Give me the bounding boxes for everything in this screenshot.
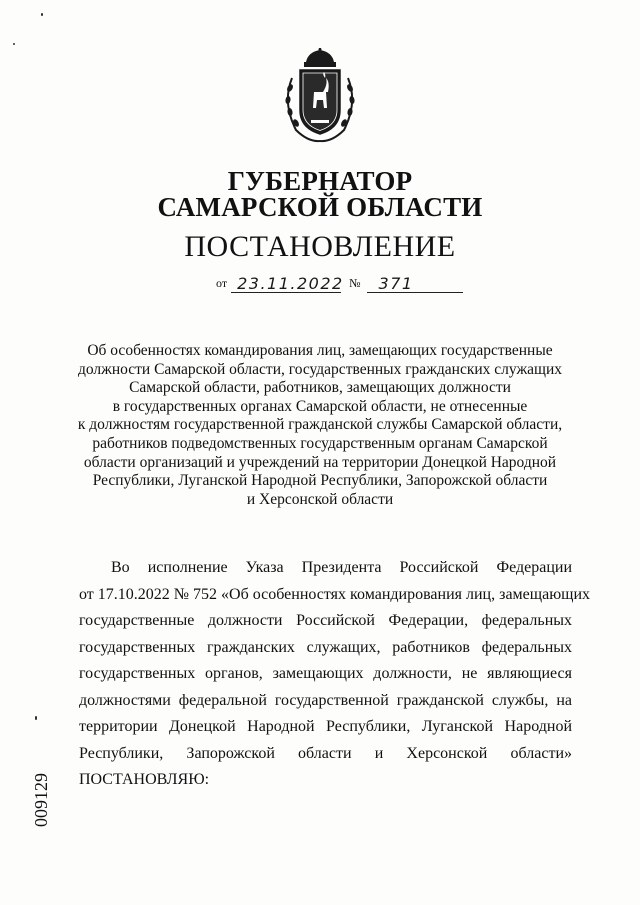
- title-line: и Херсонской области: [246, 490, 394, 508]
- document-type: ПОСТАНОВЛЕНИЕ: [184, 230, 456, 263]
- date-number-line: [216, 276, 463, 293]
- resolution-keyword: ПОСТАНОВЛЯЮ:: [79, 771, 210, 788]
- body-line: государственных органов, замещающих должности, не являющиеся: [79, 665, 572, 682]
- body-line: государственные должности Российской Федерации, федеральных: [79, 612, 572, 629]
- title-line: в государственных органах Самарской области, не отнесенные: [112, 397, 528, 415]
- title-line: Республики, Луганской Народной Республики, Запорожской области: [92, 472, 548, 490]
- number-label: №: [349, 276, 361, 290]
- document-title: [70, 342, 570, 509]
- authority-title-line2: САМАРСКОЙ ОБЛАСТИ: [157, 192, 483, 222]
- body-line: территории Донецкой Народной Республики, Луганской Народной: [79, 718, 572, 735]
- body-line: от 17.10.2022 № 752 «Об особенностях командирования лиц, замещающих: [79, 585, 591, 603]
- body-line: должностями федеральной государственной гражданской службы, на: [79, 691, 572, 709]
- margin-registration-number: 009129: [30, 773, 51, 827]
- scan-speck: [35, 716, 37, 720]
- date-value: 23.11.2022: [231, 276, 341, 293]
- title-line: работников подведомственных государственным органам Самарской: [92, 434, 548, 452]
- title-line: Самарской области, работников, замещающих должности: [129, 379, 511, 397]
- body-line: Республики, Запорожской области и Херсонской области»: [79, 744, 572, 762]
- body-line: государственных гражданских служащих, работников федеральных: [79, 638, 572, 656]
- title-line: области организаций и учреждений на территории Донецкой Народной: [83, 453, 557, 471]
- title-line: к должностям государственной гражданской службы Самарской области,: [77, 416, 563, 434]
- body-line: Во исполнение Указа Президента Российской Федерации: [111, 559, 572, 576]
- scan-speck: [13, 43, 15, 45]
- authority-title-line1: ГУБЕРНАТОР: [227, 166, 413, 196]
- date-label: от: [216, 276, 228, 290]
- number-value: 371: [367, 276, 463, 293]
- title-line: должности Самарской области, государственных гражданских служащих: [77, 360, 563, 378]
- coat-of-arms-icon: [270, 48, 370, 144]
- scan-speck: [41, 13, 43, 16]
- title-line: Об особенностях командирования лиц, замещающих государственные: [87, 342, 553, 359]
